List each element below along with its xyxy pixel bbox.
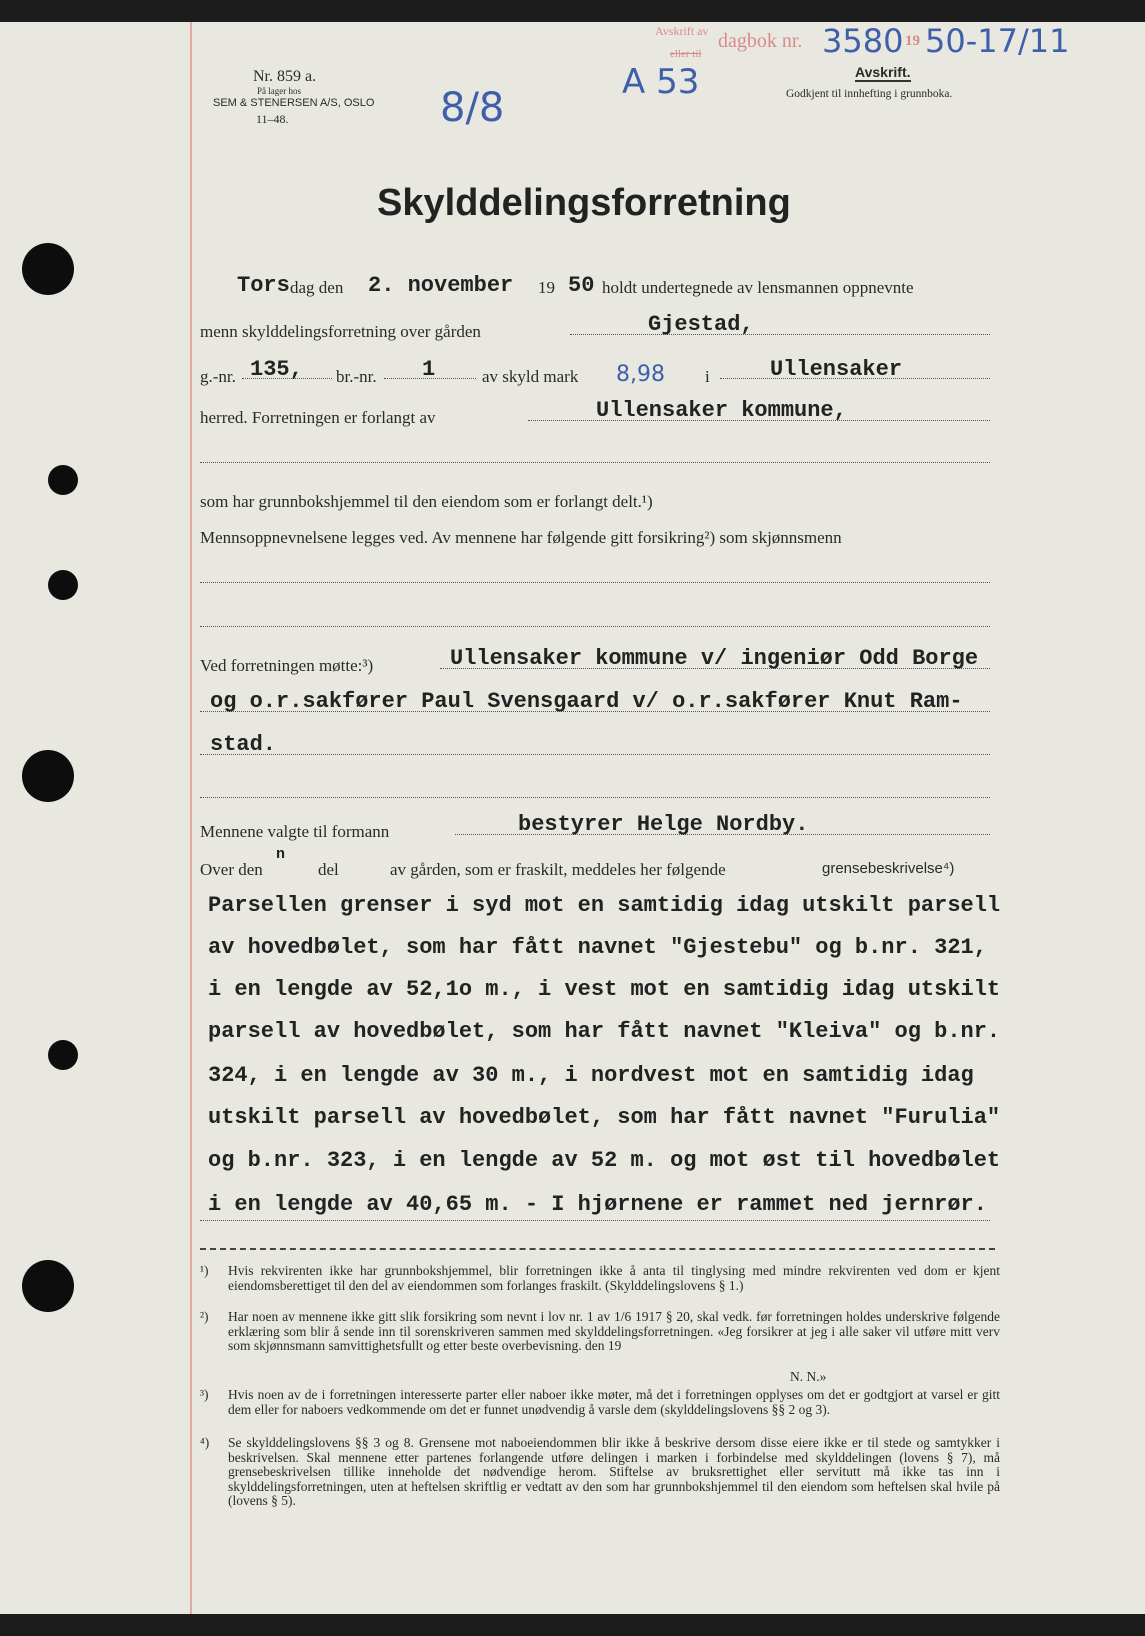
seller-line: På lager hos [257,86,301,96]
farm-name: Gjestad, [648,312,754,337]
description-line: Parsellen grenser i syd mot en samtidig idag utskilt parsell [208,893,1001,918]
approved-text: Godkjent til innhefting i grunnboka. [786,88,953,100]
line-text: herred. Forretningen er forlangt av [200,408,436,427]
form-number: Nr. 859 a. [253,68,317,85]
binder-hole [48,465,78,495]
municipality: Ullensaker [770,357,903,382]
binder-hole [22,1260,74,1312]
description-line: utskilt parsell av hovedbølet, som har fått navnet "Furulia" [208,1105,1001,1130]
description-line: i en lengde av 52,1o m., i vest mot en samtidig idag utskilt [208,977,1001,1002]
year-label: 19 [538,278,555,297]
year-prefix: 19 [905,33,920,49]
day-typed: Tors [237,273,290,298]
stamp-avskrift-av: Avskrift av [655,24,709,38]
line-text: holdt undertegnede av lensmannen oppnevnte [602,278,914,297]
line-text: menn skylddelingsforretning over gården [200,322,481,341]
handwritten-initials: 8/8 [440,85,505,131]
binder-hole [22,243,74,295]
binder-hole [22,750,74,802]
seller-name: SEM & STENERSEN A/S, OSLO [213,97,375,109]
footnote: ⁴) Se skylddelingslovens §§ 3 og 8. Grensene mot naboeiendommen blir ikke å beskrive dersom disse eiere ikke er til stede og samtykker i beskrivelsen. Skal mennene etter partenes forlangende utføre delingen i marken i forbindelse med skylddelingen (lovens § 7), må grensebeskrivelsen tillike inneholde det nødvendige herom. Stiftelse av bruksrettighet eller servitutt må ikke tas inn i skylddelingsforretningen, uten at heftelsen skriftlig er vedtatt av den som har grunnbokshjemmel til den eiendom som heftelsen skal hvile på (lovens § 5). [200,1435,1000,1508]
binder-hole [48,1040,78,1070]
skyld-label: av skyld mark [482,367,579,386]
skyld-value: 8,98 [616,362,665,387]
dagbok-number: 3580 [822,22,904,60]
year-handwritten: 50-17/11 [925,22,1070,60]
requester: Ullensaker kommune, [596,398,847,423]
date-typed: 2. november [368,273,514,298]
binder-hole [48,570,78,600]
met-line: stad. [210,732,277,757]
date-code: 11–48. [256,112,289,126]
description-line: i en lengde av 40,65 m. - I hjørnene er rammet ned jernrør. [208,1192,987,1217]
margin-line [190,22,192,1614]
gnr-value: 135, [250,357,303,382]
line-text: av gården, som er fraskilt, meddeles her følgende [390,860,726,879]
year-typed: 50 [568,273,595,298]
description-line: parsell av hovedbølet, som har fått navnet "Kleiva" og b.nr. [208,1019,1001,1044]
gnr-label: g.-nr. [200,367,236,386]
description-line: og b.nr. 323, i en lengde av 52 m. og mot øst til hovedbølet [208,1148,1001,1173]
met-line: Ullensaker kommune v/ ingeniør Odd Borge [450,646,979,671]
day-label: dag den [290,278,344,297]
footnote: ¹) Hvis rekvirenten ikke har grunnbokshjemmel, blir forretningen ikke å anta til tinglysing med mindre rekvirenten ved dom er kjent eiendomsberettiget til den del av eiendommen som forlanges fraskilt. (Skylddelingslovens § 1.) [200,1263,1000,1293]
avskrift-label: Avskrift. [855,64,911,80]
chair-label: Mennene valgte til formann [200,822,390,841]
line-text: som har grunnbokshjemmel til den eiendom som er forlangt delt.¹) [200,492,653,511]
met-line: og o.r.sakfører Paul Svensgaard v/ o.r.sakfører Knut Ram- [210,689,963,714]
over-label: Over den [200,860,263,879]
bnr-label: br.-nr. [336,367,377,386]
footnote-signature: N. N.» [790,1369,827,1384]
description-line: 324, i en lengde av 30 m., i nordvest mot en samtidig idag [208,1063,974,1088]
over-suffix: n [276,846,286,863]
chairman: bestyrer Helge Nordby. [518,812,809,837]
dagbok-label: dagbok nr. [718,30,803,52]
stamp-eller-til: eller til [670,48,702,60]
page-title: Skylddelingsforretning [377,182,791,224]
footnote: ²) Har noen av mennene ikke gitt slik forsikring som nevnt i lov nr. 1 av 1/6 1917 § 20, skal vedk. før forretningen holdes underskrive følgende erklæring som blir å sende inn til sorenskriveren sammen med skylddelingsforretningen. «Jeg forsikrer at jeg i alle saker vil utføre mitt verv som skjønnsmann samvittighetsfullt og etter beste overbevisning. den 19 [200,1309,1000,1353]
met-label: Ved forretningen møtte:³) [200,656,374,675]
handwritten-reference: A 53 [622,62,700,102]
description-line: av hovedbølet, som har fått navnet "Gjestebu" og b.nr. 321, [208,935,987,960]
bnr-value: 1 [422,357,436,382]
line-text: Mennsoppnevnelsene legges ved. Av mennene har følgende gitt forsikring²) som skjønnsmenn [200,528,842,547]
divider [200,1248,995,1250]
del-label: del [318,860,339,879]
i-label: i [705,367,710,386]
grense-label: grensebeskrivelse⁴) [822,860,955,877]
footnote: ³) Hvis noen av de i forretningen interesserte parter eller naboer ikke møter, må det i forretningen opplyses om det er godtgjort at varsel er gitt dem eller for naboers vedkommende om det er funnet unødvendig å varsle dem (skylddelingslovens §§ 2 og 3). [200,1387,1000,1417]
